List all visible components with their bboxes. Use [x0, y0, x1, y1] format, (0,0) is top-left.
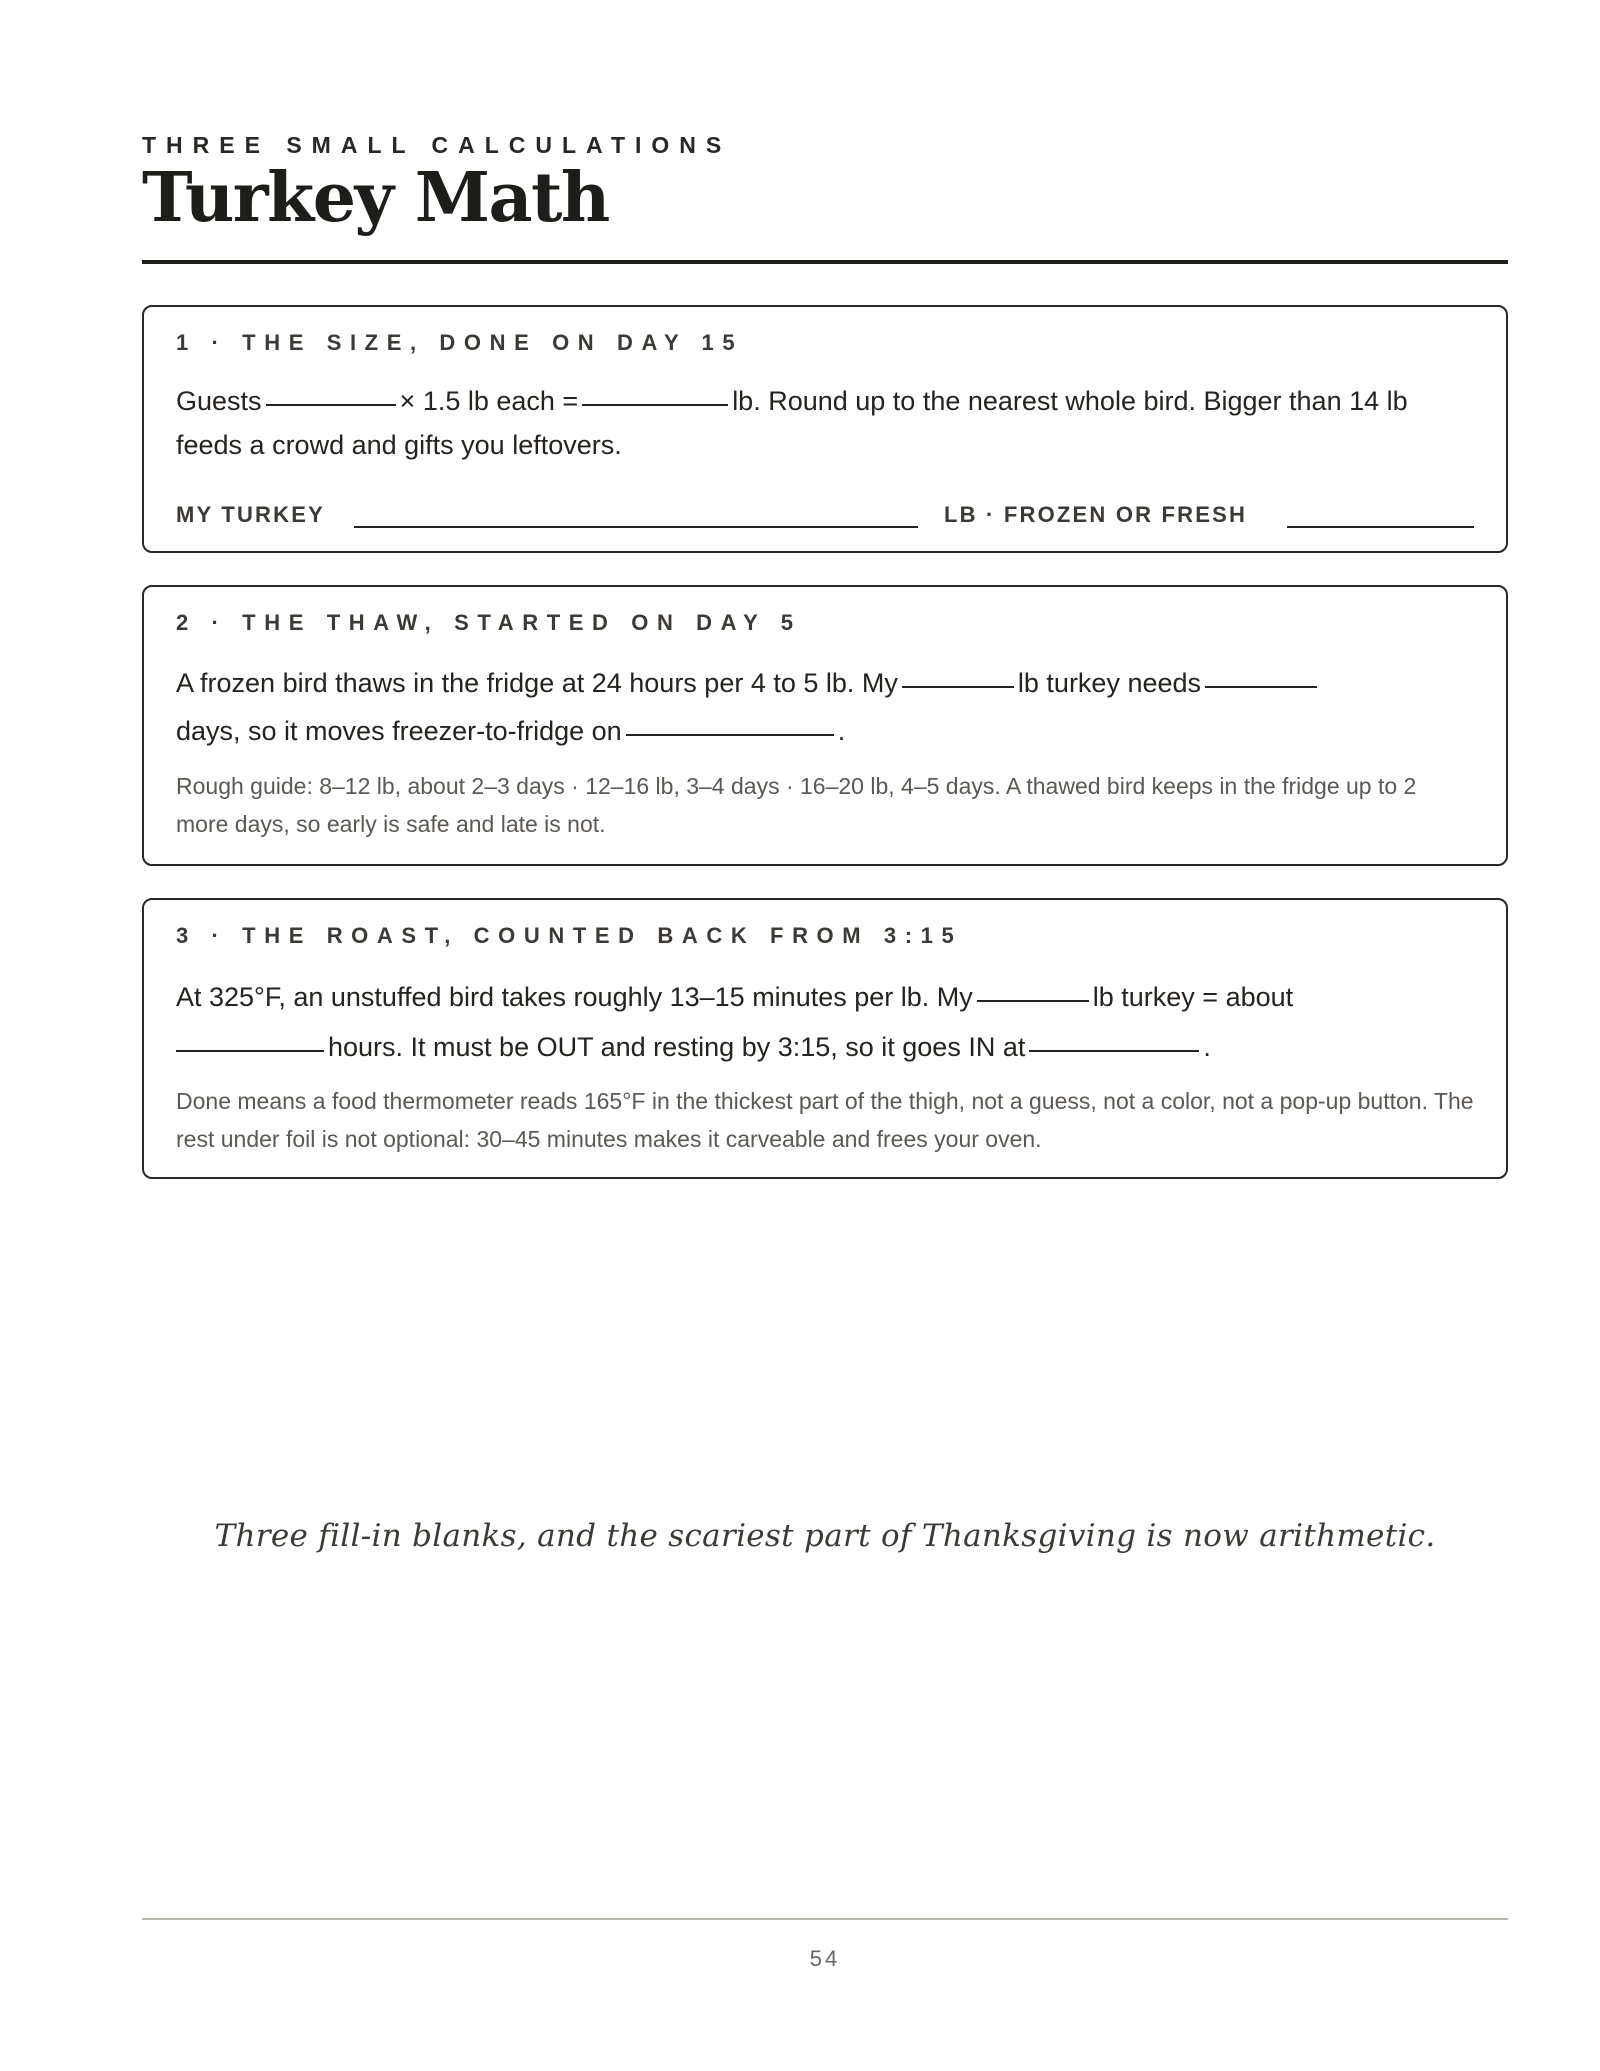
closing-tagline: Three fill-in blanks, and the scariest part of Thanksgiving is now arithmetic. — [214, 1518, 1436, 1554]
round-up-text: lb. Round up to the nearest whole bird. Bigger than 14 lb feeds a crowd and gifts you leftovers. — [176, 386, 1408, 460]
turkey-about-text: lb turkey = about — [1092, 982, 1294, 1012]
my-turkey-label: MY TURKEY — [176, 502, 325, 527]
doneness-note: Done means a food thermometer reads 165°F in the thickest part of the thigh, not a guess, not a color, not a pop-up button. The rest under foil is not optional: 30–45 minutes makes it carveable and frees your oven. — [176, 1088, 1474, 1152]
turkey-needs-text: lb turkey needs — [1017, 668, 1202, 698]
page-kicker: THREE SMALL CALCULATIONS — [142, 132, 732, 158]
my-turkey-row — [176, 502, 1474, 532]
frozen-or-fresh-label: LB · FROZEN OR FRESH — [944, 502, 1248, 527]
roast-start-time-blank[interactable] — [1029, 1049, 1199, 1052]
title-divider — [142, 260, 1508, 264]
roast-hours-blank[interactable] — [176, 1049, 324, 1052]
thaw-period: . — [837, 716, 846, 746]
thaw-card-label: 2 · THE THAW, STARTED ON DAY 5 — [176, 610, 802, 635]
thaw-rate-text: A frozen bird thaws in the fridge at 24 hours per 4 to 5 lb. My — [176, 668, 898, 698]
freezer-to-fridge-text: days, so it moves freezer-to-fridge on — [176, 716, 622, 746]
multiplier-text: × 1.5 lb each = — [399, 386, 579, 416]
roast-weight-blank[interactable] — [977, 999, 1089, 1002]
thaw-weight-blank[interactable] — [902, 685, 1014, 688]
pounds-blank[interactable] — [582, 403, 728, 406]
page-number: 54 — [809, 1946, 841, 1971]
roast-rate-text: At 325°F, an unstuffed bird takes roughly 13–15 minutes per lb. My — [176, 982, 973, 1012]
out-by-text: hours. It must be OUT and resting by 3:15, so it goes IN at — [328, 1032, 1026, 1062]
thaw-card — [142, 585, 1508, 866]
size-card-label: 1 · THE SIZE, DONE ON DAY 15 — [176, 330, 744, 355]
size-card-text — [176, 379, 1474, 467]
page-title: Turkey Math — [142, 158, 609, 238]
footer-divider — [142, 1918, 1508, 1920]
frozen-or-fresh-blank[interactable] — [1287, 526, 1474, 528]
size-card — [142, 305, 1508, 553]
guests-label: Guests — [176, 386, 262, 416]
thaw-card-text — [176, 659, 1474, 755]
roast-card-label: 3 · THE ROAST, COUNTED BACK FROM 3:15 — [176, 923, 963, 948]
guests-blank[interactable] — [266, 403, 396, 406]
thaw-guide-note: Rough guide: 8–12 lb, about 2–3 days · 12–16 lb, 3–4 days · 16–20 lb, 4–5 days. A thawed bird keeps in the fridge up to 2 more days, so early is safe and late is not. — [176, 773, 1417, 837]
roast-period: . — [1203, 1032, 1211, 1062]
thaw-date-blank[interactable] — [626, 733, 834, 736]
my-turkey-blank[interactable] — [354, 526, 918, 528]
thaw-days-blank[interactable] — [1205, 685, 1317, 688]
roast-card — [142, 898, 1508, 1179]
roast-card-text — [176, 972, 1474, 1072]
